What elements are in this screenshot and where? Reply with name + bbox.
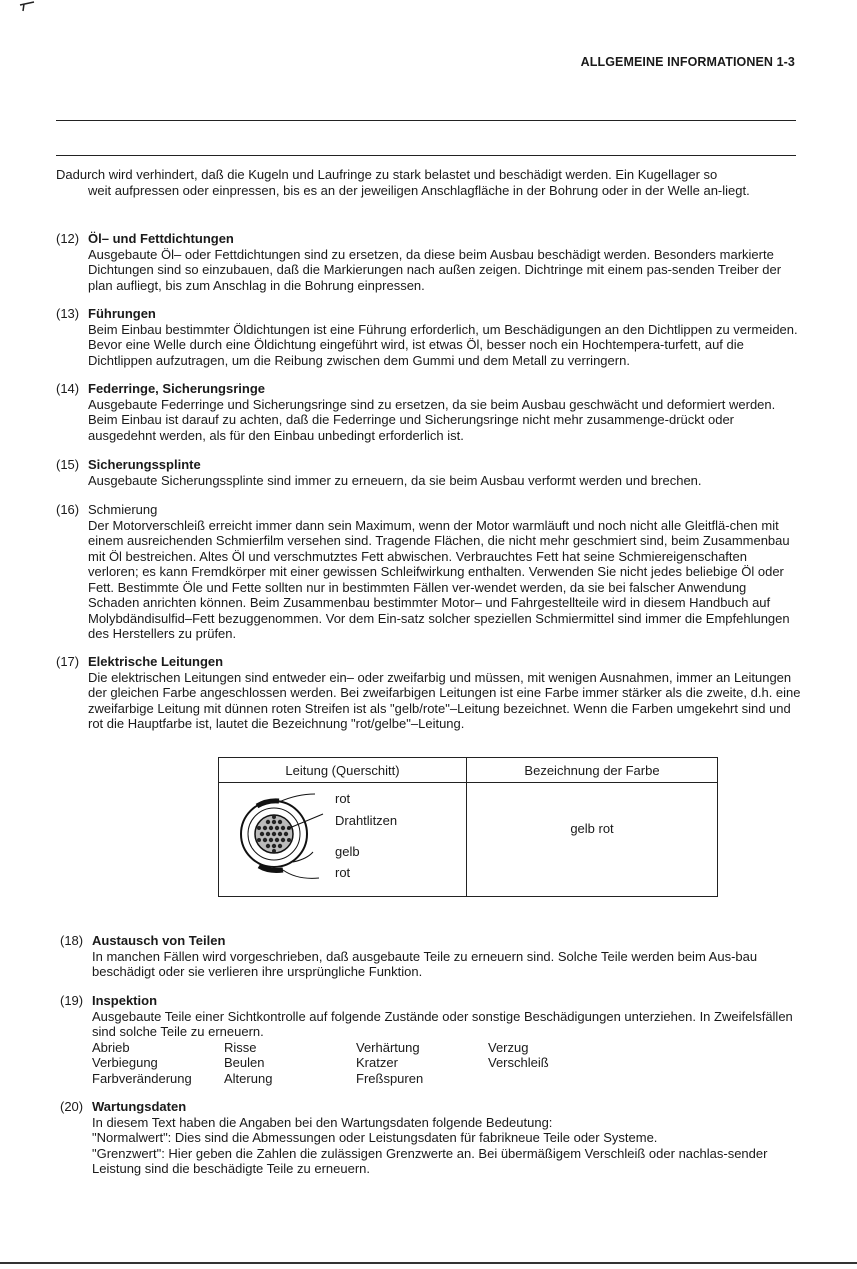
inspection-term: Verhärtung <box>356 1039 420 1055</box>
table-header-color-designation: Bezeichnung der Farbe <box>524 763 660 778</box>
section-title: Sicherungssplinte <box>88 457 201 472</box>
inspection-term: Kratzer <box>356 1055 398 1070</box>
section-20 <box>60 1099 805 1177</box>
inspection-term: Beulen <box>224 1055 265 1070</box>
label-drahtlitzen: Drahtlitzen <box>335 813 398 828</box>
table-header-cross-section: Leitung (Querschitt) <box>285 763 400 778</box>
label-rot-top: rot <box>335 791 351 806</box>
label-gelb: gelb <box>335 844 360 859</box>
section-text: Ausgebaute Federringe und Sicherungsringe sind zu ersetzen, da sie beim Ausbau geschwächt und deformiert werden. Beim Einbau ist darauf zu achten, daß die Federringe und Sicherungsringe nicht mehr zusammenge-drückt oder ausgedehnt werden, als für den Einbau unbedingt erforderlich ist. <box>88 396 776 443</box>
inspection-term: Verbiegung <box>92 1055 158 1070</box>
section-line: In diesem Text haben die Angaben bei den Wartungsdaten folgende Bedeutung: <box>92 1114 553 1130</box>
inspection-terms-list <box>92 1040 805 1087</box>
inspection-term: Risse <box>224 1039 257 1055</box>
section-title: Elektrische Leitungen <box>88 654 224 669</box>
section-text: Der Motorverschleiß erreicht immer dann sein Maximum, wenn der Motor warmläuft und noch nicht alle Gleitflä-chen mit einem ausreichenden Schmierfilm versehen sind. Tragende Flächen, die nicht mehr geschmiert sind, beim Zusammenbau mit Öl bestreichen. Altes Öl und verschmutztes Fett abwischen. Verbrauchtes Fett hat seine Schmiereigenschaften verloren; es kann Fremdkörper mit einer gewissen Schleifwirkung enthalten. Verwenden Sie nicht jedes beliebige Öl oder Fett. Bestimmte Öle und Fette sollten nur in bestimmten Fällen ver-wendet werden, da sie bei falscher Anwendung Schaden anrichten können. Beim Zusammenbau bestimmter Motor– und Fahrgestellteile wird in diesem Handbuch auf Molybdändisulfid–Fett bezuggenommen. Vor dem Ein-satz solcher speziellen Schmiermittel sind immer die Empfehlungen des Herstellers zu prüfen. <box>88 517 790 641</box>
section-title: Federringe, Sicherungsringe <box>88 381 265 396</box>
wire-color-table <box>218 757 718 897</box>
inspection-term: Freßspuren <box>356 1070 424 1086</box>
section-number: (12) <box>56 231 80 246</box>
page-header: ALLGEMEINE INFORMATIONEN 1-3 <box>580 55 795 69</box>
section-number: (14) <box>56 381 80 396</box>
corner-mark <box>18 0 38 12</box>
section-14 <box>56 381 801 443</box>
section-title: Wartungsdaten <box>92 1099 187 1114</box>
header-rule-1 <box>56 120 796 121</box>
section-number: (19) <box>60 993 84 1008</box>
intro-paragraph <box>56 167 796 198</box>
inspection-term: Abrieb <box>92 1039 130 1055</box>
section-number: (15) <box>56 457 80 472</box>
label-rot-bottom: rot <box>335 865 351 880</box>
intro-rest: weit aufpressen oder einpressen, bis es an der jeweiligen Anschlagfläche in der Bohrung oder in der Welle an-liegt. <box>88 182 750 198</box>
section-12 <box>56 231 801 293</box>
section-number: (16) <box>56 502 80 517</box>
inspection-term: Verschleiß <box>488 1055 549 1070</box>
section-text: Ausgebaute Teile einer Sichtkontrolle auf folgende Zustände oder sonstige Beschädigungen unterziehen. In Zweifelsfällen sind solche Teile zu erneuern. <box>92 1008 793 1039</box>
section-15 <box>56 457 801 488</box>
section-title: Führungen <box>88 306 156 321</box>
section-text: Ausgebaute Sicherungssplinte sind immer zu erneuern, da sie beim Ausbau verformt werden und brechen. <box>88 472 702 488</box>
section-title: Austausch von Teilen <box>92 933 226 948</box>
intro-line-1: Dadurch wird verhindert, daß die Kugeln und Laufringe zu stark belastet und beschädigt werden. Ein Kugellager so <box>56 167 718 182</box>
table-header-divider <box>219 782 717 783</box>
section-number: (18) <box>60 933 84 948</box>
section-text: Beim Einbau bestimmter Öldichtungen ist eine Führung erforderlich, um Beschädigungen an den Dichtlippen zu vermeiden. Bevor eine Welle durch eine Öldichtung eingeführt wird, ist etwas Öl, besser noch ein Hochtempera-turfett, auf die Dichtlippen aufzutragen, um die Reibung zwischen dem Gummi und dem Metall zu verringern. <box>88 321 798 368</box>
section-line: "Grenzwert": Hier geben die Zahlen die zulässigen Grenzwerte an. Bei übermäßigem Verschleiß oder nachlas-sender Leistung sind die beschädigte Teile zu erneuern. <box>92 1145 768 1176</box>
section-line: "Normalwert": Dies sind die Abmessungen oder Leistungsdaten für fabrikneue Teile oder Systeme. <box>92 1130 658 1145</box>
section-text: In manchen Fällen wird vorgeschrieben, daß ausgebaute Teile zu erneuern sind. Solche Teile werden beim Aus-bau beschädigt oder sie verlieren ihre ursprüngliche Funktion. <box>92 948 758 979</box>
section-number: (17) <box>56 654 80 669</box>
section-13 <box>56 306 801 368</box>
header-rule-2 <box>56 155 796 156</box>
inspection-term: Farbveränderung <box>92 1070 192 1086</box>
bottom-edge <box>0 1262 857 1264</box>
section-title: Schmierung <box>88 502 158 517</box>
section-title: Inspektion <box>92 993 158 1008</box>
section-16 <box>56 502 801 642</box>
section-number: (13) <box>56 306 80 321</box>
section-18 <box>60 933 805 980</box>
section-19 <box>60 993 805 1086</box>
section-text: Die elektrischen Leitungen sind entweder ein– oder zweifarbig und müssen, mit wenigen Ausnahmen, immer an Leitungen der gleichen Farbe angeschlossen werden. Bei zweifarbigen Leitungen ist eine Farbe immer stärker als die zweite, d.h. eine zweifarbige Leitung mit dünnen roten Streifen ist als "gelb/rote"–Leitung bezeichnet. Wenn die Farben umgekehrt sind und rot die Hauptfarbe ist, lautet die Bezeichnung "rot/gelbe"–Leitung. <box>88 669 801 731</box>
section-number: (20) <box>60 1099 84 1114</box>
section-title: Öl– und Fettdichtungen <box>88 231 234 246</box>
inspection-term: Alterung <box>224 1070 273 1086</box>
inspection-term: Verzug <box>488 1039 529 1055</box>
inspection-term <box>488 1071 620 1087</box>
color-designation-value: gelb rot <box>570 821 614 836</box>
section-17 <box>56 654 801 732</box>
section-text: Ausgebaute Öl– oder Fettdichtungen sind zu ersetzen, da diese beim Ausbau beschädigt werden. Besonders markierte Dichtungen sind so einzubauen, daß die Markierungen nach außen zeigen. Dichtringe mit einem pas-senden Treiber der plan aufliegt, bis zum Anschlag in die Bohrung einpressen. <box>88 246 782 293</box>
